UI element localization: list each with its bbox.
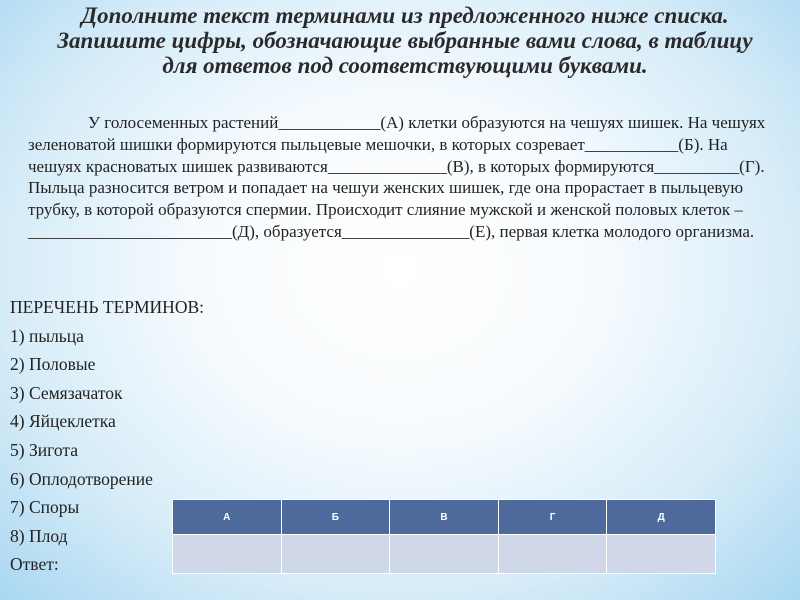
term-item: 6) Оплодотворение <box>10 468 153 489</box>
answer-cell-g[interactable] <box>498 535 607 574</box>
answer-header-b: Б <box>281 500 390 535</box>
answer-cell-b[interactable] <box>281 535 390 574</box>
answer-header-g: Г <box>498 500 607 535</box>
answer-header-d: Д <box>607 500 716 535</box>
answer-label: Ответ: <box>10 554 59 575</box>
term-item: 4) Яйцеклетка <box>10 411 116 432</box>
answer-table-header-row <box>173 500 716 535</box>
term-item: 3) Семязачаток <box>10 382 123 403</box>
term-item: 7) Споры <box>10 497 80 518</box>
answer-cell-v[interactable] <box>390 535 499 574</box>
term-item: 5) Зигота <box>10 439 78 460</box>
answer-cell-a[interactable] <box>173 535 282 574</box>
term-item: 8) Плод <box>10 525 68 546</box>
answer-table <box>172 499 716 574</box>
task-title: Дополните текст терминами из предложенного ниже списка. Запишите цифры, обозначающие выбранные вами слова, в таблицу для ответов под соответствующими буквами. <box>57 3 753 78</box>
answer-header-a: А <box>173 500 282 535</box>
answer-table-input-row <box>173 535 716 574</box>
terms-heading: ПЕРЕЧЕНЬ ТЕРМИНОВ: <box>10 297 204 317</box>
term-item: 1) пыльца <box>10 325 84 346</box>
term-item: 2) Половые <box>10 354 96 375</box>
answer-header-v: В <box>390 500 499 535</box>
answer-cell-d[interactable] <box>607 535 716 574</box>
task-paragraph: У голосеменных растений____________(А) клетки образуются на чешуях шишек. На чешуях зеленоватой шишки формируются пыльцевые мешочки, в которых созревает___________(Б). На чешуях красноватых шишек развиваются______________(В), в которых формируются__________(Г). Пыльца разносится ветром и попадает на чешуи женских шишек, где она прорастает в пыльцевую трубку, в которой образуются спермии. Происходит слияние мужской и женской половых клеток – ________________________(Д), образуется_______________(Е), первая клетка молодого организма. <box>28 113 766 241</box>
